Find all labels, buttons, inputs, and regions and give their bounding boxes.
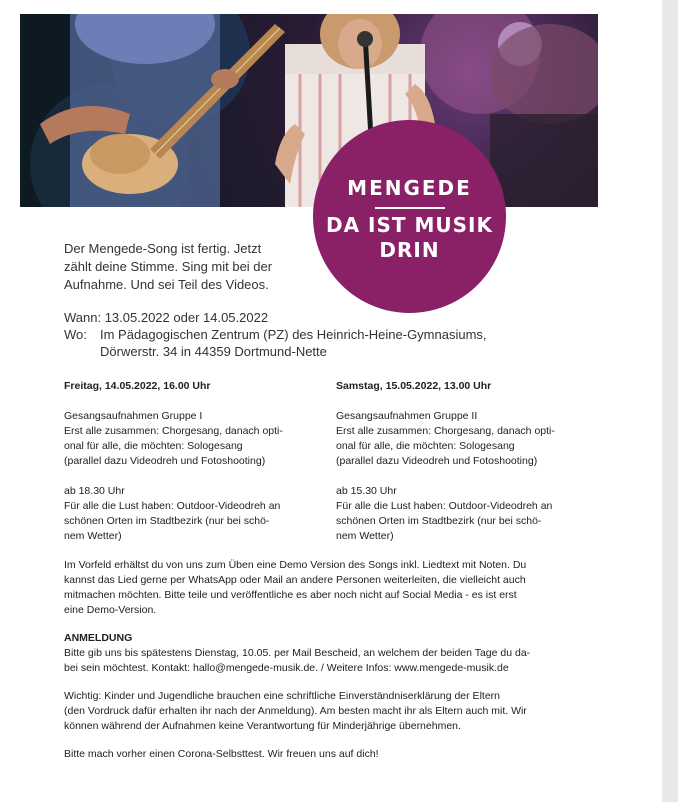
location-label: Wo: bbox=[64, 327, 87, 342]
saturday-session-line: (parallel dazu Videodreh und Fotoshooting) bbox=[336, 455, 538, 467]
saturday-outdoor-line: nem Wetter) bbox=[336, 530, 394, 542]
intro-text bbox=[64, 240, 314, 294]
friday-session bbox=[64, 409, 314, 469]
friday-session-line: (parallel dazu Videodreh und Fotoshooting) bbox=[64, 455, 266, 467]
registration-line: bei sein möchtest. Kontakt: hallo@mengede-musik.de. / Weitere Infos: www.mengede-musik.de bbox=[64, 662, 509, 674]
parental-consent-paragraph bbox=[64, 689, 586, 734]
saturday-session bbox=[336, 409, 586, 469]
event-dates: Wann: 13.05.2022 oder 14.05.2022 bbox=[64, 310, 269, 325]
friday-outdoor-line: Für alle die Lust haben: Outdoor-Videodreh an bbox=[64, 500, 281, 512]
friday-session-line: onal für alle, die möchten: Sologesang bbox=[64, 440, 243, 452]
demo-line: eine Demo-Version. bbox=[64, 604, 157, 616]
intro-line: Aufnahme. Und sei Teil des Videos. bbox=[64, 277, 269, 292]
saturday-outdoor bbox=[336, 484, 586, 544]
demo-line: mitmachen möchten. Bitte teile und veröffentliche es aber noch nicht auf Social Media - es ist erst bbox=[64, 589, 517, 601]
friday-schedule bbox=[64, 379, 314, 559]
intro-line: Der Mengede-Song ist fertig. Jetzt bbox=[64, 241, 262, 256]
saturday-session-line: Gesangsaufnahmen Gruppe II bbox=[336, 410, 478, 422]
saturday-session-line: onal für alle, die möchten: Sologesang bbox=[336, 440, 515, 452]
consent-line: (den Vordruck dafür erhalten ihr nach der Anmeldung). Am besten macht ihr als Eltern auch mit. Wir bbox=[64, 705, 527, 717]
saturday-schedule bbox=[336, 379, 586, 559]
badge-line-3: DRIN bbox=[379, 238, 440, 262]
friday-outdoor-line: nem Wetter) bbox=[64, 530, 122, 542]
intro-line: zählt deine Stimme. Sing mit bei der bbox=[64, 259, 273, 274]
location-line-1: Im Pädagogischen Zentrum (PZ) des Heinrich-Heine-Gymnasiums, bbox=[100, 327, 487, 342]
demo-paragraph bbox=[64, 558, 586, 618]
saturday-outdoor-line: schönen Orten im Stadtbezirk (nur bei schö- bbox=[336, 515, 542, 527]
registration-line: Bitte gib uns bis spätestens Dienstag, 10.05. per Mail Bescheid, an welchem der beiden Tage du da- bbox=[64, 647, 531, 659]
consent-line: können während der Aufnahmen keine Verantwortung für Minderjährige übernehmen. bbox=[64, 720, 461, 732]
mengede-logo-badge bbox=[313, 120, 506, 313]
consent-line: Wichtig: Kinder und Jugendliche brauchen eine schriftliche Einverständniserklärung der Eltern bbox=[64, 690, 500, 702]
registration-section bbox=[64, 631, 586, 676]
demo-line: Im Vorfeld erhältst du von uns zum Üben eine Demo Version des Songs inkl. Liedtext mit Noten. Du bbox=[64, 559, 527, 571]
saturday-heading: Samstag, 15.05.2022, 13.00 Uhr bbox=[336, 380, 492, 392]
location-line-2: Dörwerstr. 34 in 44359 Dortmund-Nette bbox=[100, 344, 327, 359]
band-photo-illustration bbox=[20, 14, 598, 207]
saturday-outdoor-line: ab 15.30 Uhr bbox=[336, 485, 397, 497]
badge-line-1: MENGEDE bbox=[347, 176, 472, 200]
friday-session-line: Gesangsaufnahmen Gruppe I bbox=[64, 410, 203, 422]
friday-session-line: Erst alle zusammen: Chorgesang, danach opti- bbox=[64, 425, 283, 437]
vertical-scrollbar[interactable] bbox=[662, 0, 678, 802]
registration-heading: ANMELDUNG bbox=[64, 632, 133, 644]
badge-separator bbox=[375, 207, 445, 209]
badge-line-2: DA IST MUSIK bbox=[326, 213, 493, 237]
friday-heading: Freitag, 14.05.2022, 16.00 Uhr bbox=[64, 380, 211, 392]
saturday-session-line: Erst alle zusammen: Chorgesang, danach opti- bbox=[336, 425, 555, 437]
band-photo bbox=[20, 14, 598, 207]
friday-outdoor bbox=[64, 484, 314, 544]
friday-outdoor-line: ab 18.30 Uhr bbox=[64, 485, 125, 497]
saturday-outdoor-line: Für alle die Lust haben: Outdoor-Videodreh an bbox=[336, 500, 553, 512]
demo-line: kannst das Lied gerne per WhatsApp oder Mail an andere Personen weiterleiten, die vielleicht auch bbox=[64, 574, 526, 586]
friday-outdoor-line: schönen Orten im Stadtbezirk (nur bei schö- bbox=[64, 515, 270, 527]
closing-line: Bitte mach vorher einen Corona-Selbsttest. Wir freuen uns auf dich! bbox=[64, 748, 379, 760]
